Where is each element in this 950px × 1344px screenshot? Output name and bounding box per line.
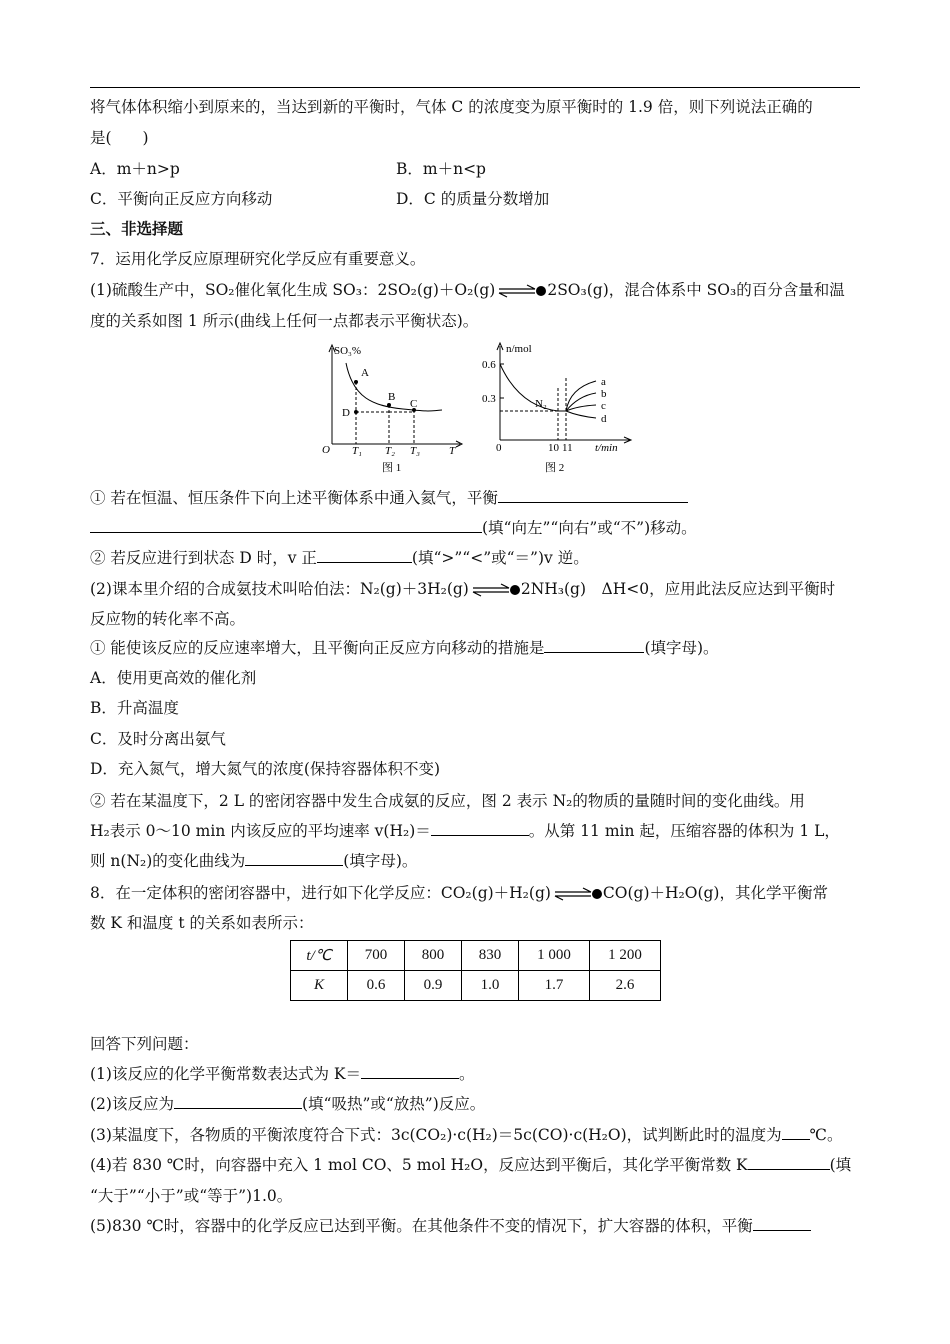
answer-blank[interactable] <box>753 1216 811 1231</box>
q7-part1-text-b: 2SO₃(g)，混合体系中 SO₃的百分含量和温 <box>547 281 845 299</box>
q7-sub4-text-d: (填字母)。 <box>343 852 418 870</box>
fig1-origin: O <box>322 444 330 456</box>
fig1-tick-t1: T₁ <box>352 445 362 457</box>
table-cell: t/℃ <box>291 941 348 971</box>
table-cell: 2.6 <box>590 971 661 1001</box>
answer-blank[interactable] <box>245 851 343 866</box>
fig2-ylabel: n/mol <box>506 343 532 355</box>
equilibrium-arrow-icon <box>469 583 521 597</box>
q6-option-b: B．m＋n<p <box>396 160 486 178</box>
q7-part2-line1 <box>90 579 835 599</box>
q6-option-d: D．C 的质量分数增加 <box>396 190 550 208</box>
answer-blank[interactable] <box>174 1094 302 1109</box>
intro-line-2: 是( ) <box>90 129 149 147</box>
figure-1 <box>318 340 468 475</box>
figure-2 <box>478 338 638 475</box>
q8-line2: 数 K 和温度 t 的关系如表所示： <box>90 914 314 932</box>
table-cell: 1.0 <box>462 971 519 1001</box>
fig2-branch-c: c <box>601 400 606 412</box>
top-rule <box>90 87 860 88</box>
q8-q3-text-b: ℃。 <box>809 1126 843 1144</box>
fig1-label-d: D <box>342 407 350 419</box>
q8-q1-text-b: 。 <box>458 1065 475 1083</box>
q8-answer-intro: 回答下列问题： <box>90 1035 199 1053</box>
fig2-xtick-0: 0 <box>496 442 502 454</box>
k-temperature-table <box>290 940 661 1001</box>
q7-sub1-text-b: (填“向左”“向右”或“不”)移动。 <box>482 519 697 537</box>
fig1-label-b: B <box>388 391 396 403</box>
q7-stem: 7．运用化学反应原理研究化学反应有重要意义。 <box>90 250 426 268</box>
q7-sub4-line2 <box>90 821 840 841</box>
fig2-ytick-03: 0.3 <box>482 393 496 405</box>
q8-q3-text-a: (3)某温度下，各物质的平衡浓度符合下式：3c(CO₂)·c(H₂)＝5c(CO)·c(H₂O)，试判断此时的温度为 <box>90 1126 782 1144</box>
q7-sub1-text: ① 若在恒温、恒压条件下向上述平衡体系中通入氦气，平衡 <box>90 489 498 507</box>
table-cell: 0.6 <box>348 971 405 1001</box>
q7-option-a: A．使用更高效的催化剂 <box>90 669 257 687</box>
q7-sub1-line1 <box>90 488 688 508</box>
answer-blank[interactable] <box>498 488 688 503</box>
q7-sub3-text-b: (填字母)。 <box>644 639 719 657</box>
answer-blank[interactable] <box>361 1064 459 1079</box>
q7-part2-text-b: 2NH₃(g) ΔH<0，应用此法反应达到平衡时 <box>520 580 836 598</box>
q7-sub3-text-a: ① 能使该反应的反应速率增大，且平衡向正反应方向移动的措施是 <box>90 639 545 657</box>
q8-q2-text-b: (填“吸热”或“放热”)反应。 <box>301 1095 486 1113</box>
q7-sub1-line2 <box>90 518 697 538</box>
table-cell: 700 <box>348 941 405 971</box>
table-cell: 800 <box>405 941 462 971</box>
q7-sub4-line1: ② 若在某温度下，2 L 的密闭容器中发生合成氨的反应，图 2 表示 N₂的物质的量随时间的变化曲线。用 <box>90 792 805 810</box>
q8-q2 <box>90 1094 485 1114</box>
q8-line1 <box>90 883 828 903</box>
intro-line-1: 将气体体积缩小到原来的，当达到新的平衡时，气体 C 的浓度变为原平衡时的 1.9 倍，则下列说法正确的 <box>90 98 813 116</box>
q7-option-d: D．充入氮气，增大氮气的浓度(保持容器体积不变) <box>90 760 441 778</box>
point-a <box>354 380 358 384</box>
fig1-ylabel: SO₃% <box>334 345 362 357</box>
fig2-branch-a: a <box>601 376 606 388</box>
q7-sub2-text-a: ② 若反应进行到状态 D 时，v 正 <box>90 549 317 567</box>
table-cell: K <box>291 971 348 1001</box>
q8-q3 <box>90 1125 843 1145</box>
q8-text-a: 8．在一定体积的密闭容器中，进行如下化学反应：CO₂(g)＋H₂(g) <box>90 884 551 902</box>
table-row <box>291 971 661 1001</box>
fig2-xlabel: t/min <box>595 442 618 454</box>
q7-part1-text-a: (1)硫酸生产中，SO₂催化氧化生成 SO₃：2SO₂(g)＋O₂(g) <box>90 281 496 299</box>
q7-sub2-text-b: (填“>”“<”或“＝”)v 逆。 <box>411 549 589 567</box>
q7-sub4-line3 <box>90 851 417 871</box>
answer-blank[interactable] <box>431 821 529 836</box>
fig2-curve-label: N₂ <box>535 398 547 410</box>
table-cell: 0.9 <box>405 971 462 1001</box>
q8-q4-line2: “大于”“小于”或“等于”)1.0。 <box>90 1187 293 1205</box>
q8-q4-text-a: (4)若 830 ℃时，向容器中充入 1 mol CO、5 mol H₂O，反应达到平衡后，其化学平衡常数 K <box>90 1156 748 1174</box>
equilibrium-arrow-icon <box>495 284 547 298</box>
q7-part2-line2: 反应物的转化率不高。 <box>90 610 246 628</box>
table-cell: 1.7 <box>519 971 590 1001</box>
point-b <box>387 403 391 407</box>
q7-part2-text-a: (2)课本里介绍的合成氨技术叫哈伯法：N₂(g)＋3H₂(g) <box>90 580 469 598</box>
q7-sub4-text-a: H₂表示 0～10 min 内该反应的平均速率 v(H₂)＝ <box>90 822 431 840</box>
answer-blank[interactable] <box>90 518 482 533</box>
table-cell: 1 200 <box>590 941 661 971</box>
fig1-caption: 图 1 <box>382 462 402 474</box>
q6-option-c: C．平衡向正反应方向移动 <box>90 190 273 208</box>
q7-part1-line1 <box>90 280 845 300</box>
q8-q1-text-a: (1)该反应的化学平衡常数表达式为 K＝ <box>90 1065 361 1083</box>
fig2-xtick-11: 11 <box>562 442 573 454</box>
q7-sub3 <box>90 638 719 658</box>
point-d <box>354 410 358 414</box>
fig1-tick-t2: T₂ <box>385 445 395 457</box>
fig2-branch-b: b <box>601 388 607 400</box>
q7-sub2 <box>90 548 589 568</box>
fig1-xlabel: T <box>449 445 456 457</box>
fig2-caption: 图 2 <box>545 462 565 474</box>
q8-q2-text-a: (2)该反应为 <box>90 1095 174 1113</box>
q8-text-b: CO(g)＋H₂O(g)，其化学平衡常 <box>602 884 828 902</box>
fig1-label-c: C <box>410 398 418 410</box>
q8-q4-text-b: (填 <box>829 1156 852 1174</box>
q8-q1 <box>90 1064 474 1084</box>
answer-blank[interactable] <box>782 1125 810 1140</box>
fig2-ytick-06: 0.6 <box>482 359 496 371</box>
q8-q5 <box>90 1216 811 1236</box>
q8-q4-line1 <box>90 1155 851 1175</box>
answer-blank[interactable] <box>544 638 644 653</box>
equilibrium-arrow-icon <box>551 887 603 901</box>
section-heading: 三、非选择题 <box>90 219 184 238</box>
answer-blank[interactable] <box>317 548 412 563</box>
q7-sub4-text-b: 。从第 11 min 起，压缩容器的体积为 1 L， <box>528 822 840 840</box>
fig1-tick-t3: T₃ <box>410 445 420 457</box>
table-cell: 1 000 <box>519 941 590 971</box>
q6-option-a: A．m＋n>p <box>90 160 180 178</box>
q7-option-c: C．及时分离出氨气 <box>90 730 226 748</box>
fig1-label-a: A <box>361 367 369 379</box>
table-row <box>291 941 661 971</box>
fig2-xtick-10: 10 <box>548 442 559 454</box>
answer-blank[interactable] <box>748 1155 830 1170</box>
table-cell: 830 <box>462 941 519 971</box>
fig2-branch-d: d <box>601 413 607 425</box>
q7-sub4-text-c: 则 n(N₂)的变化曲线为 <box>90 852 246 870</box>
q7-option-b: B．升高温度 <box>90 699 179 717</box>
q7-part1-line2: 度的关系如图 1 所示(曲线上任何一点都表示平衡状态)。 <box>90 312 479 330</box>
q8-q5-text-a: (5)830 ℃时，容器中的化学反应已达到平衡。在其他条件不变的情况下，扩大容器的体积，平衡 <box>90 1217 753 1235</box>
